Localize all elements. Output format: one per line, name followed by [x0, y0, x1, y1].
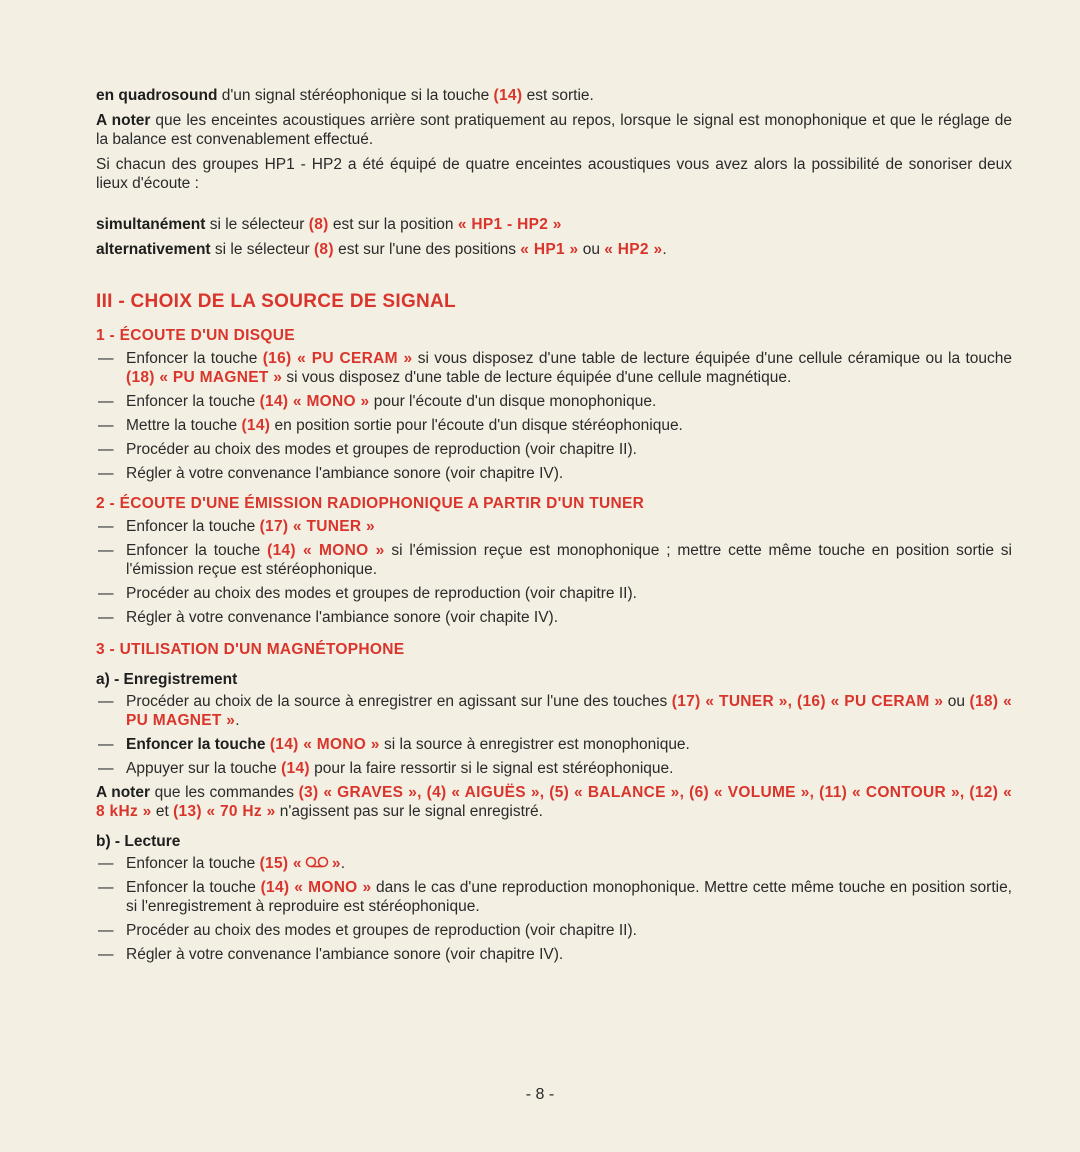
text: Régler à votre convenance l'ambiance sonore (voir chapitre IV). [126, 465, 564, 482]
control-ref: (14) [493, 87, 523, 104]
text: Procéder au choix de la source à enregistrer en agissant sur l'une des touches [126, 693, 672, 710]
list-item [96, 584, 1012, 603]
list-item [96, 945, 1012, 964]
text: Appuyer sur la touche [126, 760, 282, 777]
text: si le sélecteur [205, 216, 309, 233]
steps-list-disque [96, 349, 1012, 483]
text: . [235, 712, 240, 729]
text: n'agissent pas sur le signal enregistré. [275, 803, 543, 820]
control-ref: (8) [313, 241, 334, 258]
list-item [96, 349, 1012, 387]
steps-list-lecture [96, 854, 1012, 964]
control-ref: (14) « MONO » [269, 736, 380, 753]
control-ref: « HP1 - HP2 » [457, 216, 562, 233]
control-ref: » [331, 855, 341, 872]
control-ref: « HP2 » [604, 241, 663, 258]
text: que les commandes [150, 784, 299, 801]
text: est sur l'une des positions [333, 241, 521, 258]
list-item [96, 759, 1012, 778]
subsection-title-tuner: 2 - ÉCOUTE D'UNE ÉMISSION RADIOPHONIQUE A PARTIR D'UN TUNER [96, 495, 645, 512]
text: ou [943, 693, 970, 710]
text: Si chacun des groupes HP1 - HP2 a été équipé de quatre enceintes acoustiques vous avez alors la possibilité de sonoriser deux lieux d'écoute : [96, 156, 1012, 192]
control-ref: (14) « MONO » [259, 393, 370, 410]
text: Régler à votre convenance l'ambiance sonore (voir chapite IV). [126, 609, 559, 626]
text: est sur la position [328, 216, 458, 233]
bold-term: A noter [96, 784, 150, 801]
list-item [96, 735, 1012, 754]
text: Enfoncer la touche [126, 879, 261, 897]
text: Procéder au choix des modes et groupes de reproduction (voir chapitre II). [126, 585, 637, 602]
list-item [96, 464, 1012, 483]
text: d'un signal stéréophonique si la touche [217, 87, 494, 104]
control-ref: (3) « GRAVES », (4) « AIGUËS », (5) « BALANCE », (6) « VOLUME », (11) « CONTOUR », (12) « 8 kHz » [96, 784, 1012, 820]
text: Régler à votre convenance l'ambiance sonore (voir chapitre IV). [126, 946, 564, 964]
list-item [96, 854, 1012, 873]
text: dans le cas d'une reproduction monophonique. Mettre cette même touche en position sortie, si l'enregistrement à reproduire est stéréophonique. [126, 879, 1012, 916]
control-ref: (15) « [259, 855, 302, 872]
text: Enfoncer la touche [126, 393, 260, 410]
list-item [96, 541, 1012, 579]
text: Enfoncer la touche [126, 350, 263, 367]
paragraph-simultaneous [96, 215, 1012, 234]
text: Procéder au choix des modes et groupes de reproduction (voir chapitre II). [126, 922, 637, 940]
text: si vous disposez d'une table de lecture équipée d'une cellule magnétique. [282, 369, 792, 386]
text: Mettre la touche [126, 417, 242, 434]
text: si vous disposez d'une table de lecture équipée d'une cellule céramique ou la touche [412, 350, 1012, 367]
text: si l'émission reçue est monophonique ; mettre cette même touche en position sortie si l'émission reçue est stéréophonique. [126, 542, 1012, 578]
paragraph-note [96, 111, 1012, 149]
steps-list-enregistrement [96, 692, 1012, 778]
subsection-title-disque: 1 - ÉCOUTE D'UN DISQUE [96, 327, 295, 344]
section-title: III - CHOIX DE LA SOURCE DE SIGNAL [96, 291, 456, 312]
text: est sortie. [522, 87, 594, 104]
text: Enfoncer la touche [126, 542, 268, 559]
control-ref: (17) « TUNER » [259, 518, 375, 535]
text: si le sélecteur [210, 241, 314, 258]
list-item [96, 392, 1012, 411]
control-ref: « HP1 » [520, 241, 579, 258]
control-ref: (13) « 70 Hz » [173, 803, 276, 820]
paragraph-note-recording [96, 783, 1012, 821]
text: . [340, 855, 346, 872]
subheading-enregistrement: a) - Enregistrement [96, 671, 238, 688]
control-ref: (14) « MONO » [260, 879, 372, 897]
list-item [96, 692, 1012, 730]
control-ref: (18) « PU MAGNET » [126, 693, 1012, 729]
bold-term: alternativement [96, 241, 211, 258]
paragraph-alternate [96, 240, 1012, 259]
list-item [96, 921, 1012, 940]
list-item [96, 416, 1012, 435]
list-item [96, 440, 1012, 459]
control-ref: (14) [241, 417, 271, 434]
tape-reel-icon [304, 854, 330, 873]
control-ref: (14) « MONO » [267, 542, 385, 559]
text: que les enceintes acoustiques arrière sont pratiquement au repos, lorsque le signal est monophonique et que le réglage de la balance est convenablement effectué. [96, 112, 1012, 148]
paragraph-groups [96, 155, 1012, 193]
text: Enfoncer la touche [126, 518, 260, 535]
page-number: - 8 - [525, 1086, 555, 1103]
control-ref: (8) [308, 216, 329, 233]
subsection-title-magnetophone: 3 - UTILISATION D'UN MAGNÉTOPHONE [96, 641, 405, 658]
control-ref: (17) « TUNER », (16) « PU CERAM » [671, 693, 944, 710]
subheading-lecture: b) - Lecture [96, 833, 181, 850]
bold-term: simultanément [96, 216, 206, 233]
text: Enfoncer la touche [126, 855, 260, 872]
text: et [151, 803, 174, 820]
text: . [662, 241, 667, 258]
text: pour l'écoute d'un disque monophonique. [369, 393, 657, 410]
control-ref: (18) « PU MAGNET » [126, 369, 283, 386]
text: si la source à enregistrer est monophonique. [379, 736, 690, 753]
list-item [96, 878, 1012, 916]
control-ref: (16) « PU CERAM » [262, 350, 413, 367]
bold-term: A noter [96, 112, 151, 129]
bold-term: en quadrosound [96, 87, 218, 104]
text: en position sortie pour l'écoute d'un disque stéréophonique. [270, 417, 683, 434]
list-item [96, 608, 1012, 627]
text: pour la faire ressortir si le signal est stéréophonique. [309, 760, 674, 777]
bold-term: Enfoncer la touche [126, 736, 270, 753]
steps-list-tuner [96, 517, 1012, 627]
text: Procéder au choix des modes et groupes de reproduction (voir chapitre II). [126, 441, 637, 458]
text: ou [578, 241, 605, 258]
paragraph-quadrosound [96, 86, 1012, 105]
control-ref: (14) [281, 760, 310, 777]
list-item [96, 517, 1012, 536]
page-content [96, 86, 1012, 969]
